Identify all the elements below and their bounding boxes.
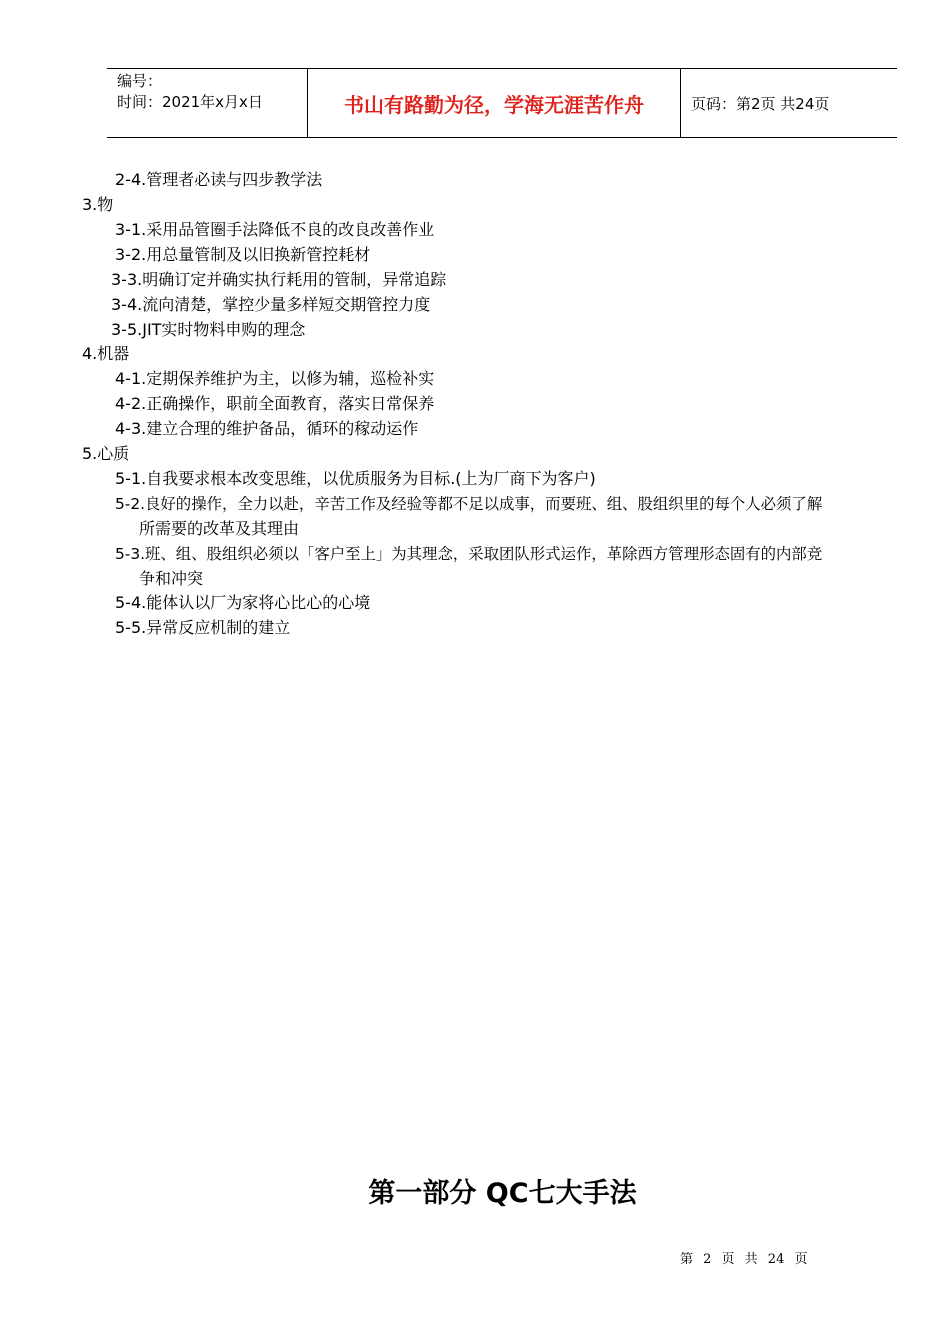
list-item: 5-5.异常反应机制的建立 bbox=[115, 618, 291, 637]
page-number-label: 页码：第2页 共24页 bbox=[691, 94, 830, 113]
list-item: 2-4.管理者必读与四步教学法 bbox=[115, 170, 323, 189]
motto-text: 书山有路勤为径，学海无涯苦作舟 bbox=[344, 92, 644, 117]
number-label: 编号： bbox=[117, 72, 163, 90]
page-number-cell bbox=[681, 69, 897, 137]
part-title: 第一部分 QC七大手法 bbox=[368, 1178, 637, 1209]
motto-cell bbox=[308, 69, 681, 137]
section-heading: 5.心质 bbox=[82, 444, 130, 463]
list-item: 5-3.班、组、股组织必须以「客户至上」为其理念，采取团队形式运作，革除西方管理形态固有的内部竞 bbox=[115, 545, 823, 563]
list-item: 4-3.建立合理的维护备品，循环的稼动运作 bbox=[115, 419, 419, 438]
list-item: 5-4.能体认以厂为家将心比心的心境 bbox=[115, 593, 371, 612]
header-info-cell bbox=[107, 69, 308, 137]
section-heading: 4.机器 bbox=[82, 344, 130, 363]
list-item: 3-4.流向清楚，掌控少量多样短交期管控力度 bbox=[111, 295, 431, 314]
list-item: 3-2.用总量管制及以旧换新管控耗材 bbox=[115, 245, 371, 264]
list-item: 3-1.采用品管圈手法降低不良的改良改善作业 bbox=[115, 220, 435, 239]
list-item: 3-3.明确订定并确实执行耗用的管制，异常追踪 bbox=[111, 270, 447, 289]
page-footer: 第 2 页 共 24 页 bbox=[680, 1252, 808, 1267]
section-heading: 3.物 bbox=[82, 195, 114, 214]
list-item: 4-1.定期保养维护为主，以修为辅，巡检补实 bbox=[115, 369, 435, 388]
list-item: 3-5.JIT实时物料申购的理念 bbox=[111, 320, 306, 339]
list-item-continuation: 所需要的改革及其理由 bbox=[139, 519, 300, 538]
document-header bbox=[107, 68, 897, 138]
list-item: 4-2.正确操作，职前全面教育，落实日常保养 bbox=[115, 394, 435, 413]
list-item: 5-1.自我要求根本改变思维，以优质服务为目标.(上为厂商下为客户) bbox=[115, 469, 596, 488]
list-item: 5-2.良好的操作，全力以赴，辛苦工作及经验等都不足以成事，而要班、组、股组织里的每个人必须了解 bbox=[115, 495, 823, 513]
list-item-continuation: 争和冲突 bbox=[139, 569, 204, 588]
time-label: 时间：2021年x月x日 bbox=[117, 93, 263, 111]
